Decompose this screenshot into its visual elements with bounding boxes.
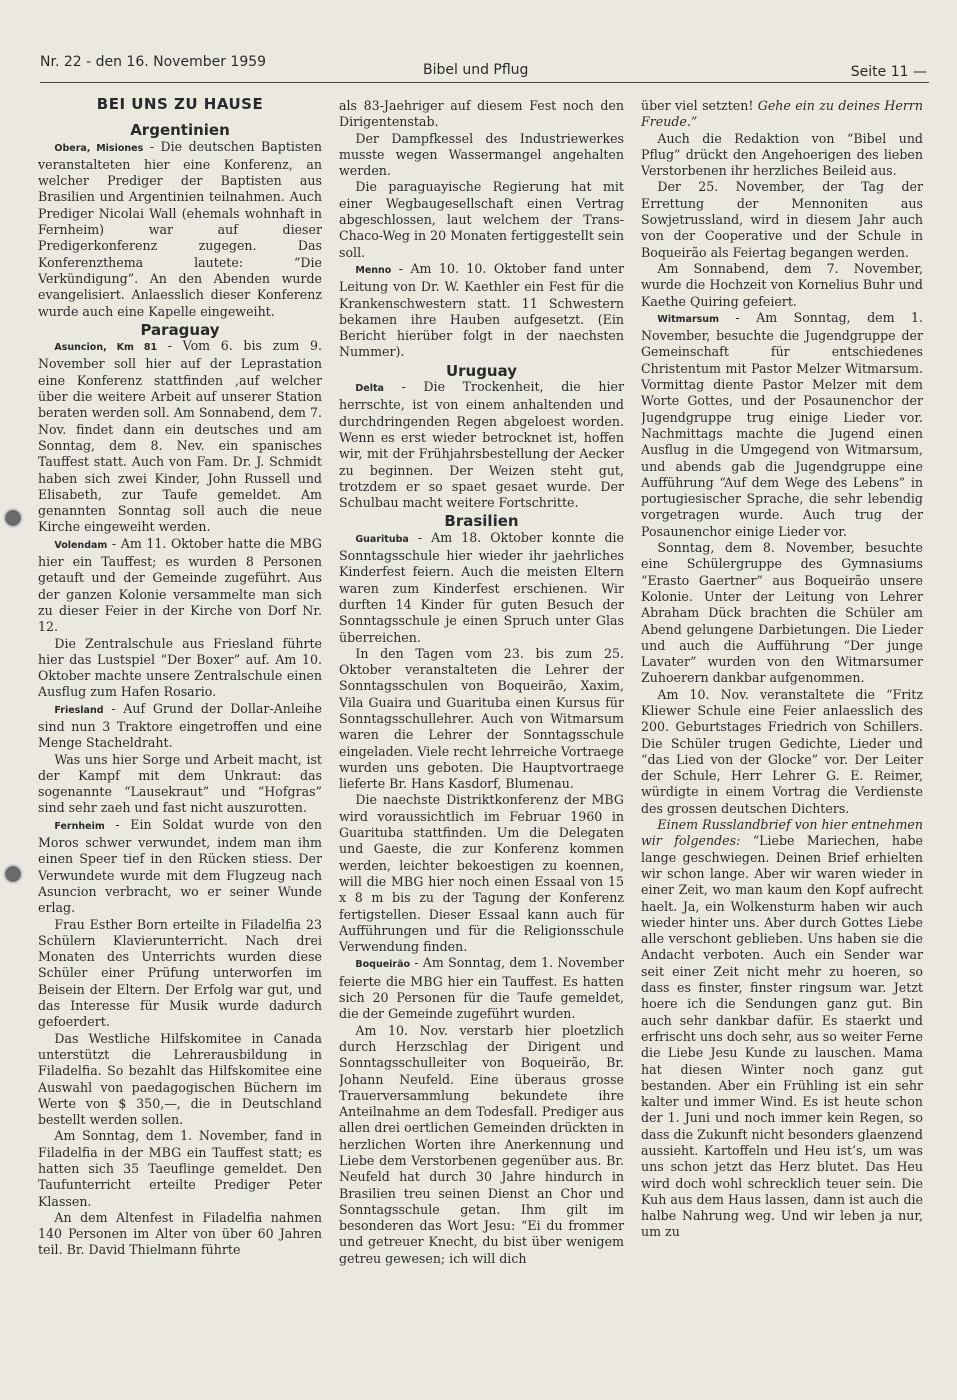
column-3 [641, 98, 923, 1360]
paragraph: Die naechste Distriktkonferenz der MBG wird voraussichtlich im Februar 1960 in Guarituba stattfinden. Um die Delegaten und Gaeste, die zur Konferenz kommen werden, leichter bekoestigen zu koennen, will die MBG hier noch einen Essaal von 15 x 8 m bis zu der Tagung der Konferenz fertigstellen. Dieser Essaal kann auch für Aufführungen und für die Religionsschule Verwendung finden. [339, 792, 624, 955]
article-fernheim: Fernheim - Ein Soldat wurde von den Moros schwer verwundet, indem man ihm einen Speer tief in den Rücken stiess. Der Verwundete wurde mit dem Flugzeug nach Asuncion verbracht, wo er seiner Wunde erlag. [38, 816, 322, 916]
paragraph: Die Zentralschule aus Friesland führte hier das Lustspiel “Der Boxer” auf. Am 10. Oktober machte unsere Zentralschule einen Ausflug zum Hafen Rosario. [38, 635, 322, 700]
section-title: BEI UNS ZU HAUSE [96, 95, 264, 113]
paragraph: als 83-Jaehriger auf diesem Fest noch den Dirigentenstab. [339, 98, 624, 130]
place-name: Asuncion, Km 81 [54, 342, 158, 354]
paragraph: Was uns hier Sorge und Arbeit macht, ist der Kampf mit dem Unkraut: das sogenannte “Lausekraut” und “Hofgras” sind sehr zaeh und fast nicht auszurotten. [38, 751, 322, 816]
paragraph: Auch die Redaktion von “Bibel und Pflug” drückt den Angehoerigen des lieben Verstorbenen ihr herzliches Beileid aus. [641, 130, 923, 179]
place-name: Friesland [54, 704, 104, 716]
paragraph: Der 25. November, der Tag der Errettung der Mennoniten aus Sowjetrussland, wird in diesem Jahr auch von der Cooperative und der Schule in Boqueirão als Feiertag begangen werden. [641, 179, 923, 260]
paragraph: An dem Altenfest in Filadelfia nahmen 140 Personen im Alter von über 60 Jahren teil. Br. David Thielmann führte [38, 1209, 322, 1258]
article-guarituba: Guarituba - Am 18. Oktober konnte die Sonntagsschule hier wieder ihr jaehrliches Kinderfest feiern. Auch die meisten Eltern waren zum Kinderfest erschienen. Wir durften 14 Kinder für guten Besuch der Sonntagsschule je einen Spruch unter Glas überreichen. [339, 529, 624, 645]
place-name: Guarituba [355, 533, 409, 545]
paragraph: Am 10. Nov. verstarb hier ploetzlich durch Herzschlag der Dirigent und Sonntagsschulleiter von Boqueirão, Br. Johann Neufeld. Eine überaus grosse Trauerversammlung bekundete ihre Anteilnahme an dem Todesfall. Prediger aus allen drei oertlichen Gemeinden drückten in herzlichen Worten ihre Anerkennung und Liebe dem Verstorbenen gegenüber aus. Br. Neufeld hat durch 30 Jahre hindurch in Brasilien treu seinen Dienst an Chor und Sonntagsschule getan. Ihm gilt im besonderen das Wort Jesu: “Ei du frommer und getreuer Knecht, du bist über wenigem getreu gewesen; ich will dich [339, 1022, 624, 1266]
paragraph: Am Sonnabend, dem 7. November, wurde die Hochzeit von Kornelius Buhr und Kaethe Quiring gefeiert. [641, 260, 923, 309]
article-boqueirao: Boqueirão - Am Sonntag, dem 1. November feierte die MBG hier ein Tauffest. Es hatten sich 20 Personen für die Taufe gemeldet, die der Gemeinde zugeführt wurden. [339, 955, 624, 1022]
article-obera: Obera, Misiones - Die deutschen Baptisten veranstalteten hier eine Konferenz, an welcher Prediger der Baptisten aus Brasilien und Argentinien teilnahmen. Auch Prediger Nicolai Wall (ehemals wohnhaft in Fernheim) war auf dieser Predigerkonferenz zugegen. Das Konferenzthema lautete: “Die Verkündigung”. An den Abenden wurde evangelisiert. Anlaesslich dieser Konferenz wurde auch eine Kapelle eingeweiht. [38, 138, 322, 319]
place-name: Boqueirão [355, 959, 411, 971]
place-name: Witmarsum [657, 313, 719, 325]
paragraph: Das Westliche Hilfskomitee in Canada unterstützt die Lehrerausbildung in Filadelfia. So bezahlt das Hilfskomitee eine Auswahl von paedagogischen Büchern im Werte von $ 350,—, die in Deutschland bestellt werden sollen. [38, 1030, 322, 1128]
article-delta: Delta - Die Trockenheit, die hier herrschte, ist von einem anhaltenden und durchdringenden Regen abgeloest worden. Wenn es erst wieder betrocknet ist, hoffen wir, mit der Frühjahrsbestellung der Aecker zu beginnen. Der Weizen steht gut, trotzdem er so spaet gesaet wurde. Der Schulbau macht weitere Fortschritte. [339, 379, 624, 511]
column-2 [339, 98, 624, 1360]
column-1 [38, 92, 322, 1360]
place-name: Volendam [54, 539, 108, 551]
article-friesland: Friesland - Auf Grund der Dollar-Anleihe sind nun 3 Traktore eingetroffen und eine Menge Stacheldraht. [38, 700, 322, 751]
paragraph: Sonntag, dem 8. November, besuchte eine Schülergruppe des Gymnasiums “Erasto Gaertner” aus Boqueirão unsere Kolonie. Unter der Leitung von Lehrer Abraham Dück brachten die Schüler am Abend gelungene Darbietungen. Die Lieder und auch die Aufführung “Der junge Lavater” wurden von den Witmarsumer Zuhoerern dankbar aufgenommen. [641, 540, 923, 686]
article-volendam: Volendam - Am 11. Oktober hatte die MBG hier ein Tauffest; es wurden 8 Personen getauft und der Gemeinde zugeführt. Aus der ganzen Kolonie versammelte man sich zu dieser Feier in der Kirche von Dorf Nr. 12. [38, 535, 322, 635]
paragraph: über viel setzten! Gehe ein zu deines Herrn Freude.” [641, 98, 923, 130]
publication-title: Bibel und Pflug [423, 62, 529, 78]
paragraph: Der Dampfkessel des Industriewerkes musste wegen Wassermangel angehalten werden. [339, 130, 624, 179]
place-name: Delta [355, 383, 384, 395]
place-name: Menno [355, 264, 392, 276]
issue-date: Nr. 22 - den 16. November 1959 [40, 54, 267, 70]
country-heading-brasilien: Brasilien [444, 512, 519, 531]
punch-hole-icon [3, 508, 23, 528]
country-heading-paraguay: Paraguay [140, 320, 220, 339]
paragraph: Am Sonntag, dem 1. November, fand in Filadelfia in der MBG ein Tauffest statt; es hatten sich 35 Taeuflinge gemeldet. Den Taufunterricht erteilte Prediger Peter Klassen. [38, 1128, 322, 1209]
punch-hole-icon [3, 864, 23, 884]
country-heading-argentinien: Argentinien [130, 121, 230, 140]
page-number: Seite 11 — [850, 64, 927, 80]
article-witmarsum: Witmarsum - Am Sonntag, dem 1. November, besuchte die Jugendgruppe der Gemeinschaft für entschiedenes Christentum mit Pastor Melzer Witmarsum. Vormittag diente Pastor Melzer mit dem Worte Gottes, und der Posaunenchor der Jugendgruppe trug einige Lieder vor. Nachmittags machte die Jugend einen Ausflug in die Umgegend von Witmarsum, und abends gab die Jugendgruppe eine Aufführung “Auf dem Wege des Lebens” in portugiesischer Sprache, die sehr lebendig vorgetragen wurde. Auch trug der Posaunenchor einige Lieder vor. [641, 309, 923, 539]
paragraph: Am 10. Nov. veranstaltete die “Fritz Kliewer Schule eine Feier anlaesslich des 200. Geburtstages Friedrich von Schillers. Die Schüler trugen Gedichte, Lieder und “das Lied von der Glocke” vor. Der Leiter der Schule, Herr Lehrer G. E. Reimer, würdigte in einem Vortrag die Verdienste des grossen deutschen Dichters. [641, 686, 923, 816]
paragraph: Einem Russlandbrief von hier entnehmen wir folgendes: “Liebe Mariechen, habe lange geschwiegen. Deinen Brief erhielten wir schon lange. Aber wir waren wieder in einer Zeit, wo man kaum den Kopf aufrecht haelt. Ja, ein Wolkensturm haben wir auch wieder hinter uns. Aber durch Gottes Liebe alle verschont geblieben. Uns haben sie die Andacht verboten. Auch ein Sender war seit einer Zeit nicht mehr zu hoeren, so dass es finster, finster ringsum war. Jetzt hoere ich die Sendungen ganz gut. Bin auch sehr dankbar dafür. Es staerkt und erfrischt uns doch sehr, aus so weiter Ferne die Liebe Jesu Kunde zu lauschen. Mama hat diesen Winter noch ganz gut bestanden. Aber ein Frühling ist ein sehr kalter und immer Wind. Es ist heute schon der 1. Juni und noch immer kein Regen, so dass die Zukunft nicht besonders glaenzend aussieht. Kartoffeln und Heu ist’s, um was uns schon jetzt das Herz blutet. Das Heu wird doch wohl schrecklich teuer sein. Die Kuh aus dem Haus lassen, dann ist auch die halbe Nahrung weg. Und wir leben ja nur, um zu [641, 817, 923, 1240]
paragraph: Frau Esther Born erteilte in Filadelfia 23 Schülern Klavierunterricht. Nach drei Monaten des Unterrichts wurden diese Schüler einer Prüfung unterworfen im Beisein der Eltern. Der Erfolg war gut, und das Interesse für Musik wurde dadurch gefoerdert. [38, 916, 322, 1030]
paragraph: Die paraguayische Regierung hat mit einer Wegbaugesellschaft einen Vertrag abgeschlossen, laut welchem der Trans-Chaco-Weg in 20 Monaten fertiggestellt sein soll. [339, 179, 624, 260]
article-menno: Menno - Am 10. 10. Oktober fand unter Leitung von Dr. W. Kaethler ein Fest für die Krankenschwestern statt. 11 Schwestern bekamen ihre Hauben aufgesetzt. (Ein Bericht hierüber folgt in der naechsten Nummer). [339, 260, 624, 360]
country-heading-uruguay: Uruguay [445, 361, 518, 380]
article-asuncion: Asuncion, Km 81 - Vom 6. bis zum 9. November soll hier auf der Leprastation eine Konferenz stattfinden ,auf welcher über die weitere Arbeit auf unserer Station beraten werden soll. Am Sonnabend, dem 7. Nov. findet dann ein deutsches und am Sonntag, dem 8. Nev. ein spanisches Tauffest statt. Auch von Fam. Dr. J. Schmidt haben sich zwei Kinder, John Russell und Elisabeth, zur Taufe gemeldet. Am genannten Sonntag soll auch die neue Kirche eingeweiht werden. [38, 338, 322, 535]
paragraph: In den Tagen vom 23. bis zum 25. Oktober veranstalteten die Lehrer der Sonntagsschulen von Boqueirão, Xaxim, Vila Guaira und Guarituba einen Kursus für Sonntagsschullehrer. Auch von Witmarsum waren die Lehrer der Sonntagsschule eingeladen. Viele recht lehrreiche Vortraege wurden uns geboten. Die Hauptvortraege lieferte Br. Hans Kasdorf, Blumenau. [339, 645, 624, 792]
place-name: Fernheim [54, 820, 105, 832]
place-name: Obera, Misiones [54, 142, 144, 154]
page-header [40, 50, 927, 82]
header-divider [40, 82, 929, 83]
